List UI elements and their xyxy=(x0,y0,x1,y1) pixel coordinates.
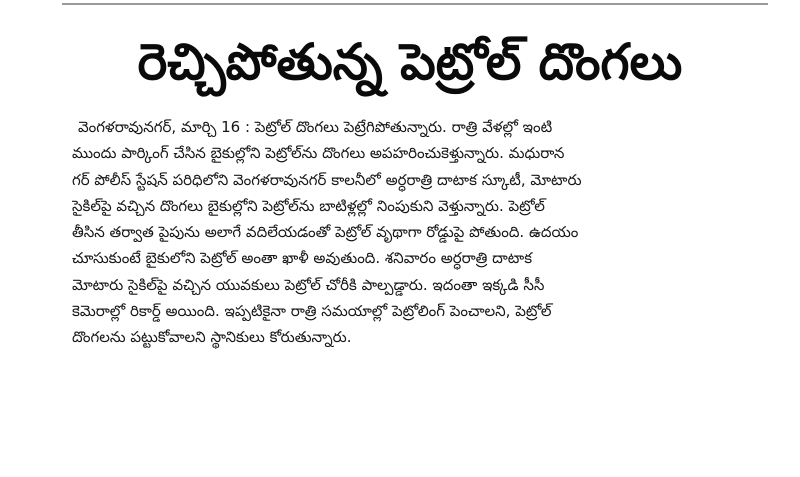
article-line: చూసుకుంటే బైకులోని పెట్రోల్ అంతా ఖాళీ అవుతుంది. శనివారం అర్ధరాత్రి దాటాక xyxy=(72,249,533,268)
article-line: తీసిన తర్వాత పైపును అలాగే వదిలేయడంతో పెట్రోల్ వృథాగా రోడ్డుపై పోతుంది. ఉదయం xyxy=(72,223,579,242)
article-line: కెమెరాల్లో రికార్డ్ అయింది. ఇప్పటికైనా రాత్రి సమయాల్లో పెట్రోలింగ్ పెంచాలని, పెట్రోల్ xyxy=(72,302,552,321)
article-line: సైకిల్‌పై వచ్చిన దొంగలు బైకుల్లోని పెట్రోల్‌ను బాటిళ్లల్లో నింపుకుని వెళ్తున్నారు. పెట్రోల్ xyxy=(72,196,545,215)
article-line: గర్ పోలీస్ స్టేషన్ పరిధిలోని వెంగళరావునగర్ కాలనీలో అర్ధరాత్రి దాటాక స్కూటీ, మోటారు xyxy=(72,170,582,189)
article-line: వెంగళరావునగర్, మార్చి 16 : పెట్రోల్ దొంగలు పెట్రేగిపోతున్నారు. రాత్రి వేళల్లో ఇంటి xyxy=(78,118,553,136)
article-line: మోటారు సైకిల్‌పై వచ్చిన యువకులు పెట్రోల్ చోరీకి పాల్పడ్డారు. ఇదంతా ఇక్కడి సీసీ xyxy=(72,275,545,294)
article-line: దొంగలను పట్టుకోవాలని స్థానికులు కోరుతున్నారు. xyxy=(72,328,352,347)
article-body xyxy=(72,114,762,351)
top-rule xyxy=(62,3,768,5)
article-headline: రెచ్చిపోతున్న పెట్రోల్ దొంగలు xyxy=(137,33,683,91)
article-line: ముందు పార్కింగ్ చేసిన బైకుల్లోని పెట్రోల్‌ను దొంగలు అపహరించుకెళ్తున్నారు. మధురాన xyxy=(72,144,565,163)
